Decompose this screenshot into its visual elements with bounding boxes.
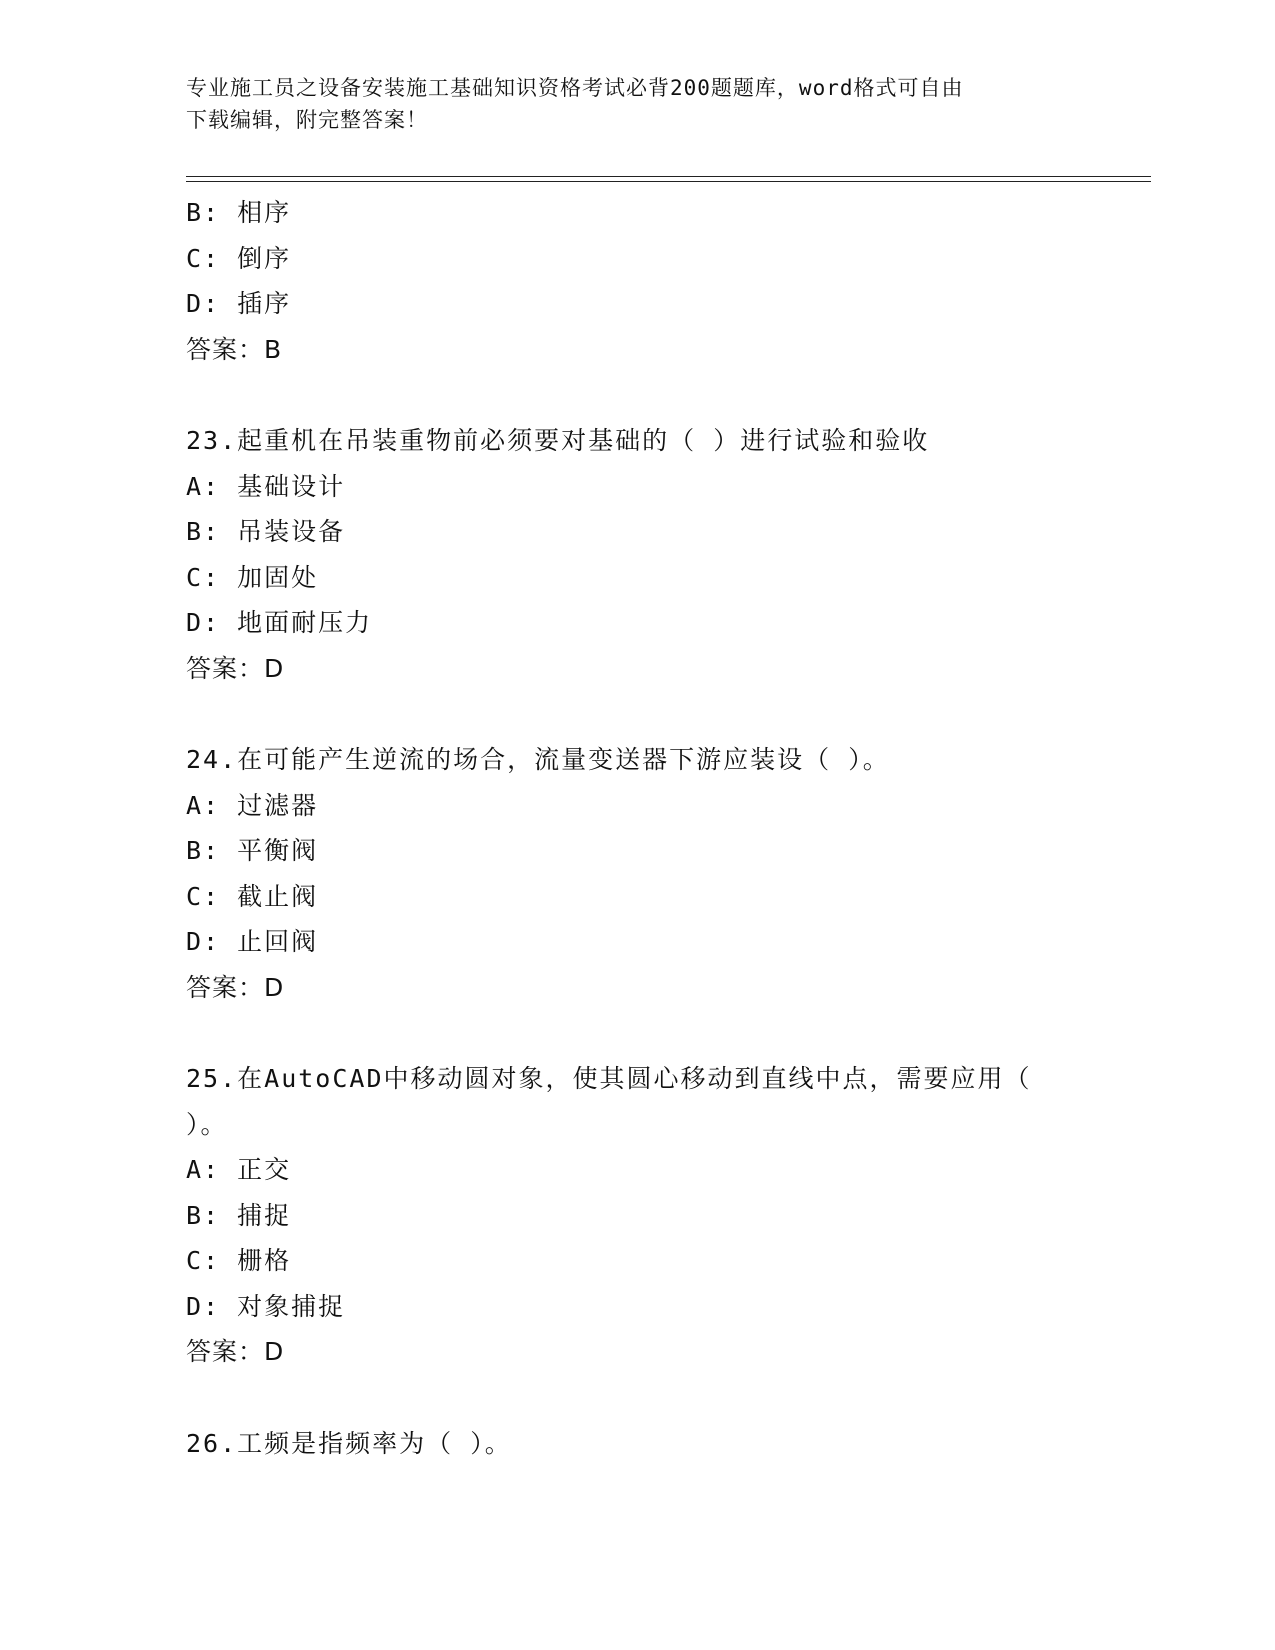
option-d: D: 地面耐压力	[186, 608, 373, 637]
option-a: A: 正交	[186, 1155, 292, 1184]
question-stem: 24.在可能产生逆流的场合，流量变送器下游应装设（ ）。	[186, 745, 890, 774]
question-23	[186, 418, 1086, 691]
question-stem: 26.工频是指频率为（ ）。	[186, 1428, 512, 1458]
answer-line: 答案：D	[186, 653, 285, 683]
option-c: C: 栅格	[186, 1246, 292, 1275]
question-stem: 25.在AutoCAD中移动圆对象，使其圆心移动到直线中点，需要应用（	[186, 1064, 1032, 1093]
option-d: D: 止回阀	[186, 927, 319, 956]
question-25	[186, 1056, 1086, 1375]
answer-line: 答案：D	[186, 972, 285, 1002]
page-header	[186, 72, 1066, 136]
option-c: C: 截止阀	[186, 881, 319, 911]
option-a: A: 基础设计	[186, 471, 346, 501]
option-b: B: 吊装设备	[186, 517, 346, 546]
header-divider-bottom	[186, 181, 1151, 182]
question-24	[186, 737, 1086, 1010]
option-c: C: 倒序	[186, 243, 292, 273]
header-divider-top	[186, 176, 1151, 177]
option-b: B: 相序	[186, 198, 292, 227]
question-26	[186, 1421, 1086, 1467]
header-line-1: 专业施工员之设备安装施工基础知识资格考试必背200题题库，word格式可自由	[186, 76, 964, 100]
option-c: C: 加固处	[186, 562, 319, 592]
answer-line: 答案：B	[186, 334, 283, 364]
answer-line: 答案：D	[186, 1337, 285, 1366]
question-stem: 23.起重机在吊装重物前必须要对基础的（ ）进行试验和验收	[186, 426, 930, 455]
option-d: D: 对象捕捉	[186, 1291, 346, 1321]
option-b: B: 平衡阀	[186, 836, 319, 865]
option-d: D: 插序	[186, 289, 292, 318]
option-b: B: 捕捉	[186, 1200, 292, 1230]
question-22-continued	[186, 190, 1086, 372]
header-line-2: 下载编辑，附完整答案！	[186, 108, 428, 132]
question-stem-continued: ）。	[186, 1109, 228, 1139]
option-a: A: 过滤器	[186, 790, 319, 820]
question-list	[186, 190, 1086, 1466]
